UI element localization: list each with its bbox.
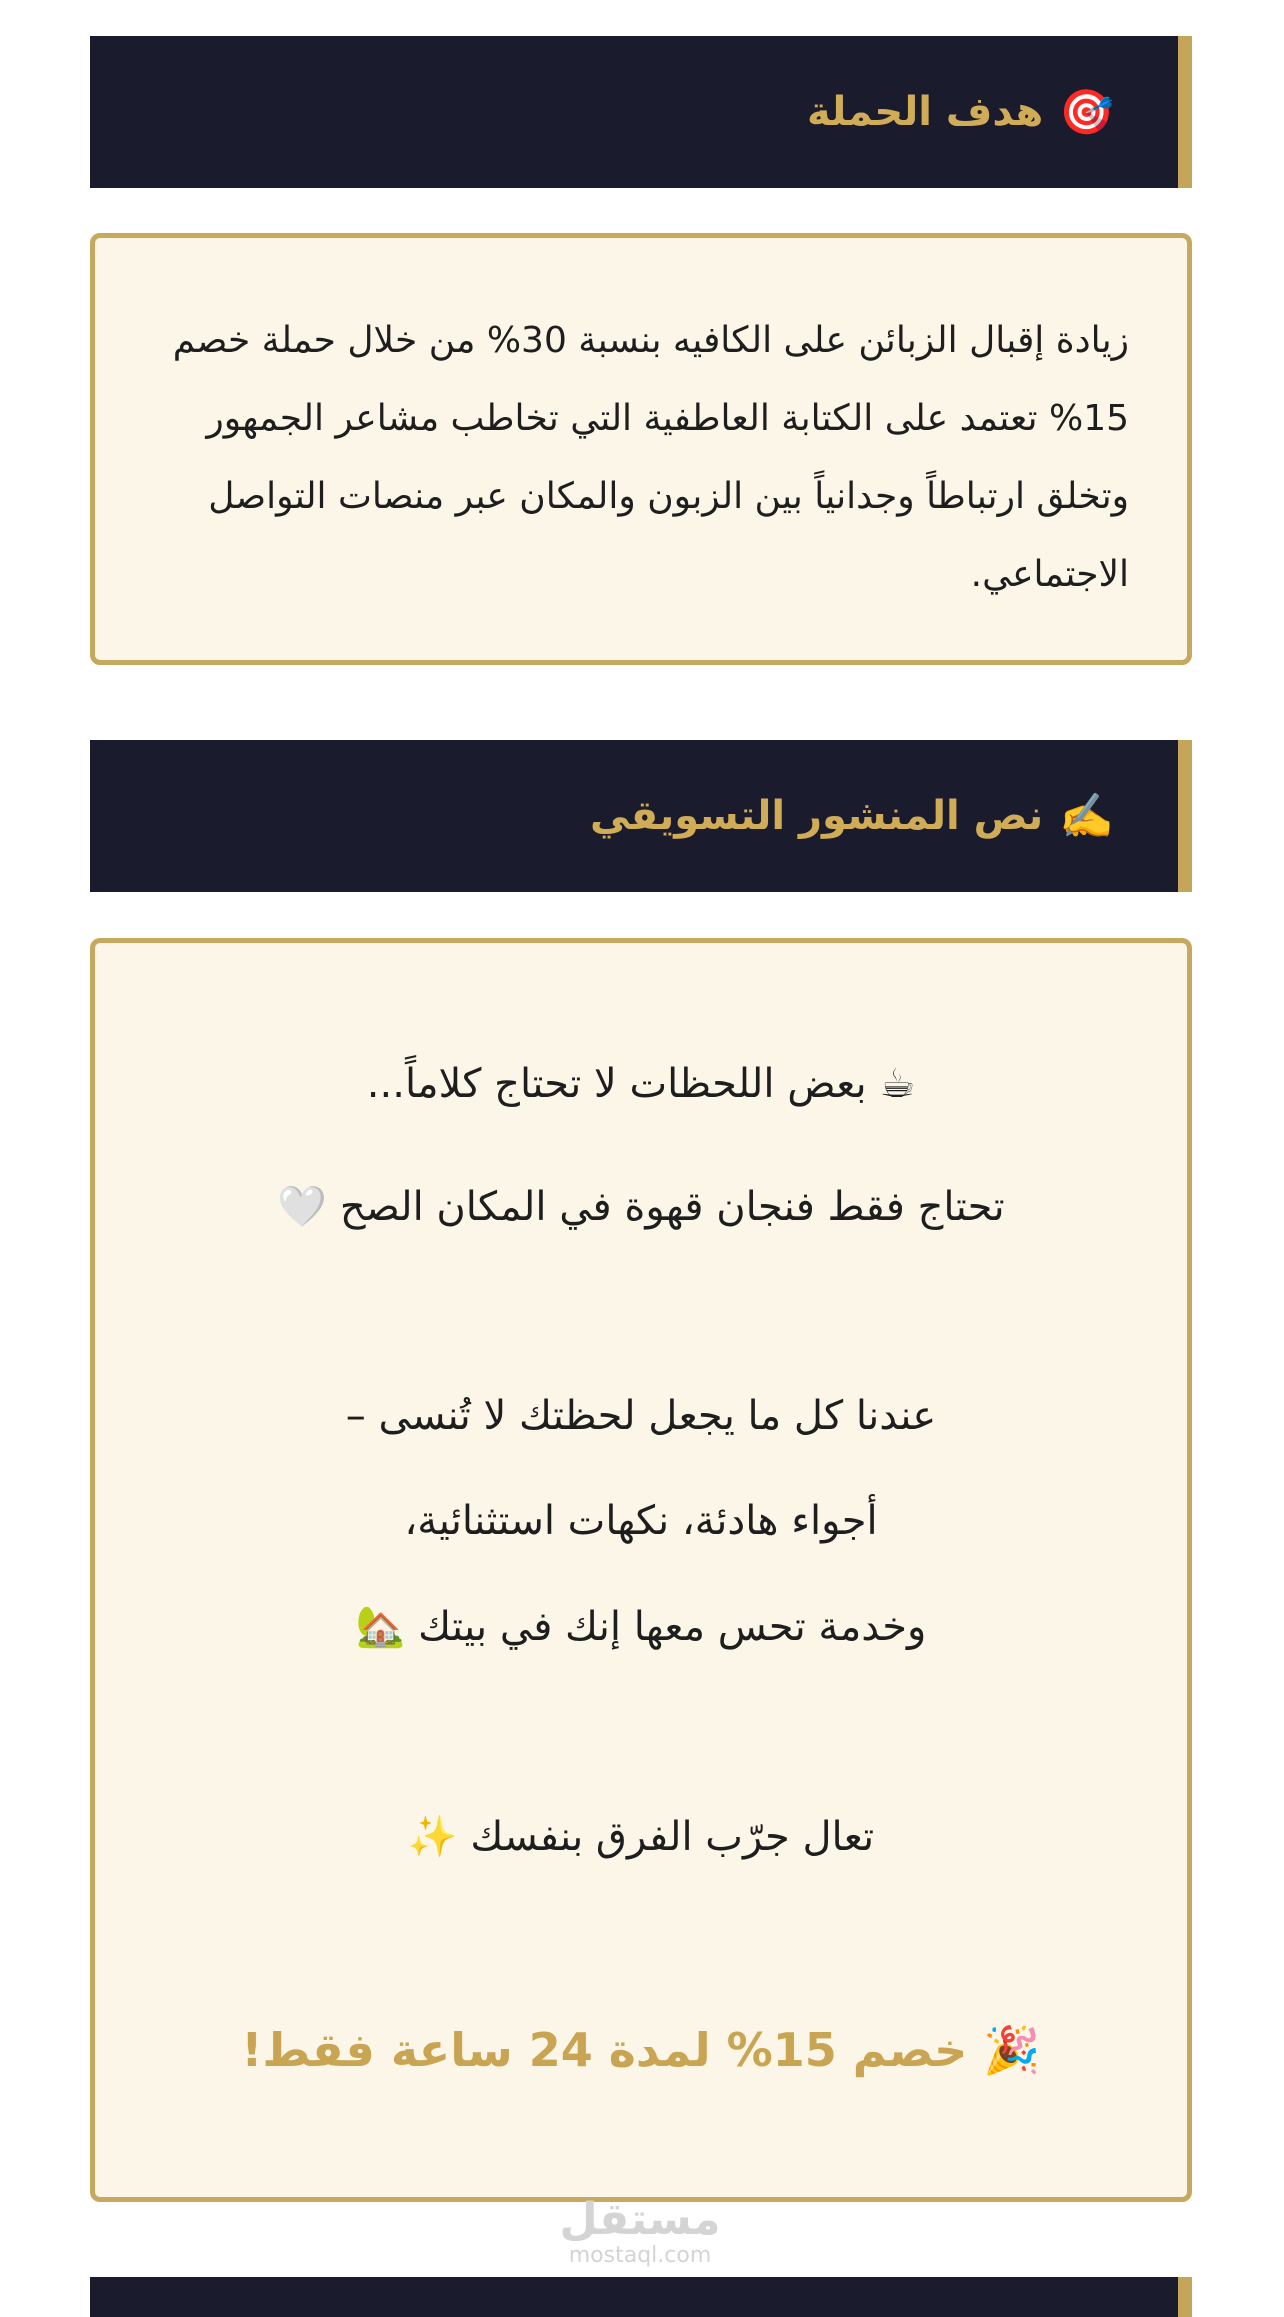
post-line: أجواء هادئة، نكهات استثنائية، xyxy=(404,1498,878,1544)
watermark-arabic: مستقل xyxy=(559,2194,721,2245)
watermark-latin: mostaql.com xyxy=(568,2243,712,2268)
watermark xyxy=(540,2196,740,2268)
section-header-post xyxy=(90,740,1192,892)
section-title-goal-text: هدف الحملة xyxy=(807,89,1044,135)
section-title-post xyxy=(590,790,1114,842)
section-title-goal xyxy=(807,86,1114,138)
section-header-goal xyxy=(90,36,1192,188)
post-line: ☕ بعض اللحظات لا تحتاج كلاماً... xyxy=(366,1061,916,1107)
post-card xyxy=(90,938,1192,2202)
section-title-post-text: نص المنشور التسويقي xyxy=(589,793,1044,839)
goal-text: زيادة إقبال الزبائن على الكافيه بنسبة 30% من خلال حملة خصم 15% تعتمد على الكتابة العاطفية التي تخاطب مشاعر الجمهور وتخلق ارتباطاً وجدانياً بين الزبون والمكان عبر منصات التواصل الاجتماعي. xyxy=(172,320,1129,595)
target-icon: 🎯 xyxy=(1059,87,1114,138)
section-header-next xyxy=(90,2277,1192,2317)
goal-card xyxy=(90,233,1192,665)
post-line: تعال جرّب الفرق بنفسك ✨ xyxy=(407,1814,875,1860)
post-line: وخدمة تحس معها إنك في بيتك 🏡 xyxy=(355,1604,927,1650)
offer-text: 🎉 خصم 15% لمدة 24 ساعة فقط! xyxy=(241,2023,1041,2077)
post-line: تحتاج فقط فنجان قهوة في المكان الصح 🤍 xyxy=(277,1184,1005,1230)
writing-hand-icon: ✍️ xyxy=(1059,791,1114,842)
post-line: عندنا كل ما يجعل لحظتك لا تُنسى – xyxy=(345,1393,937,1439)
